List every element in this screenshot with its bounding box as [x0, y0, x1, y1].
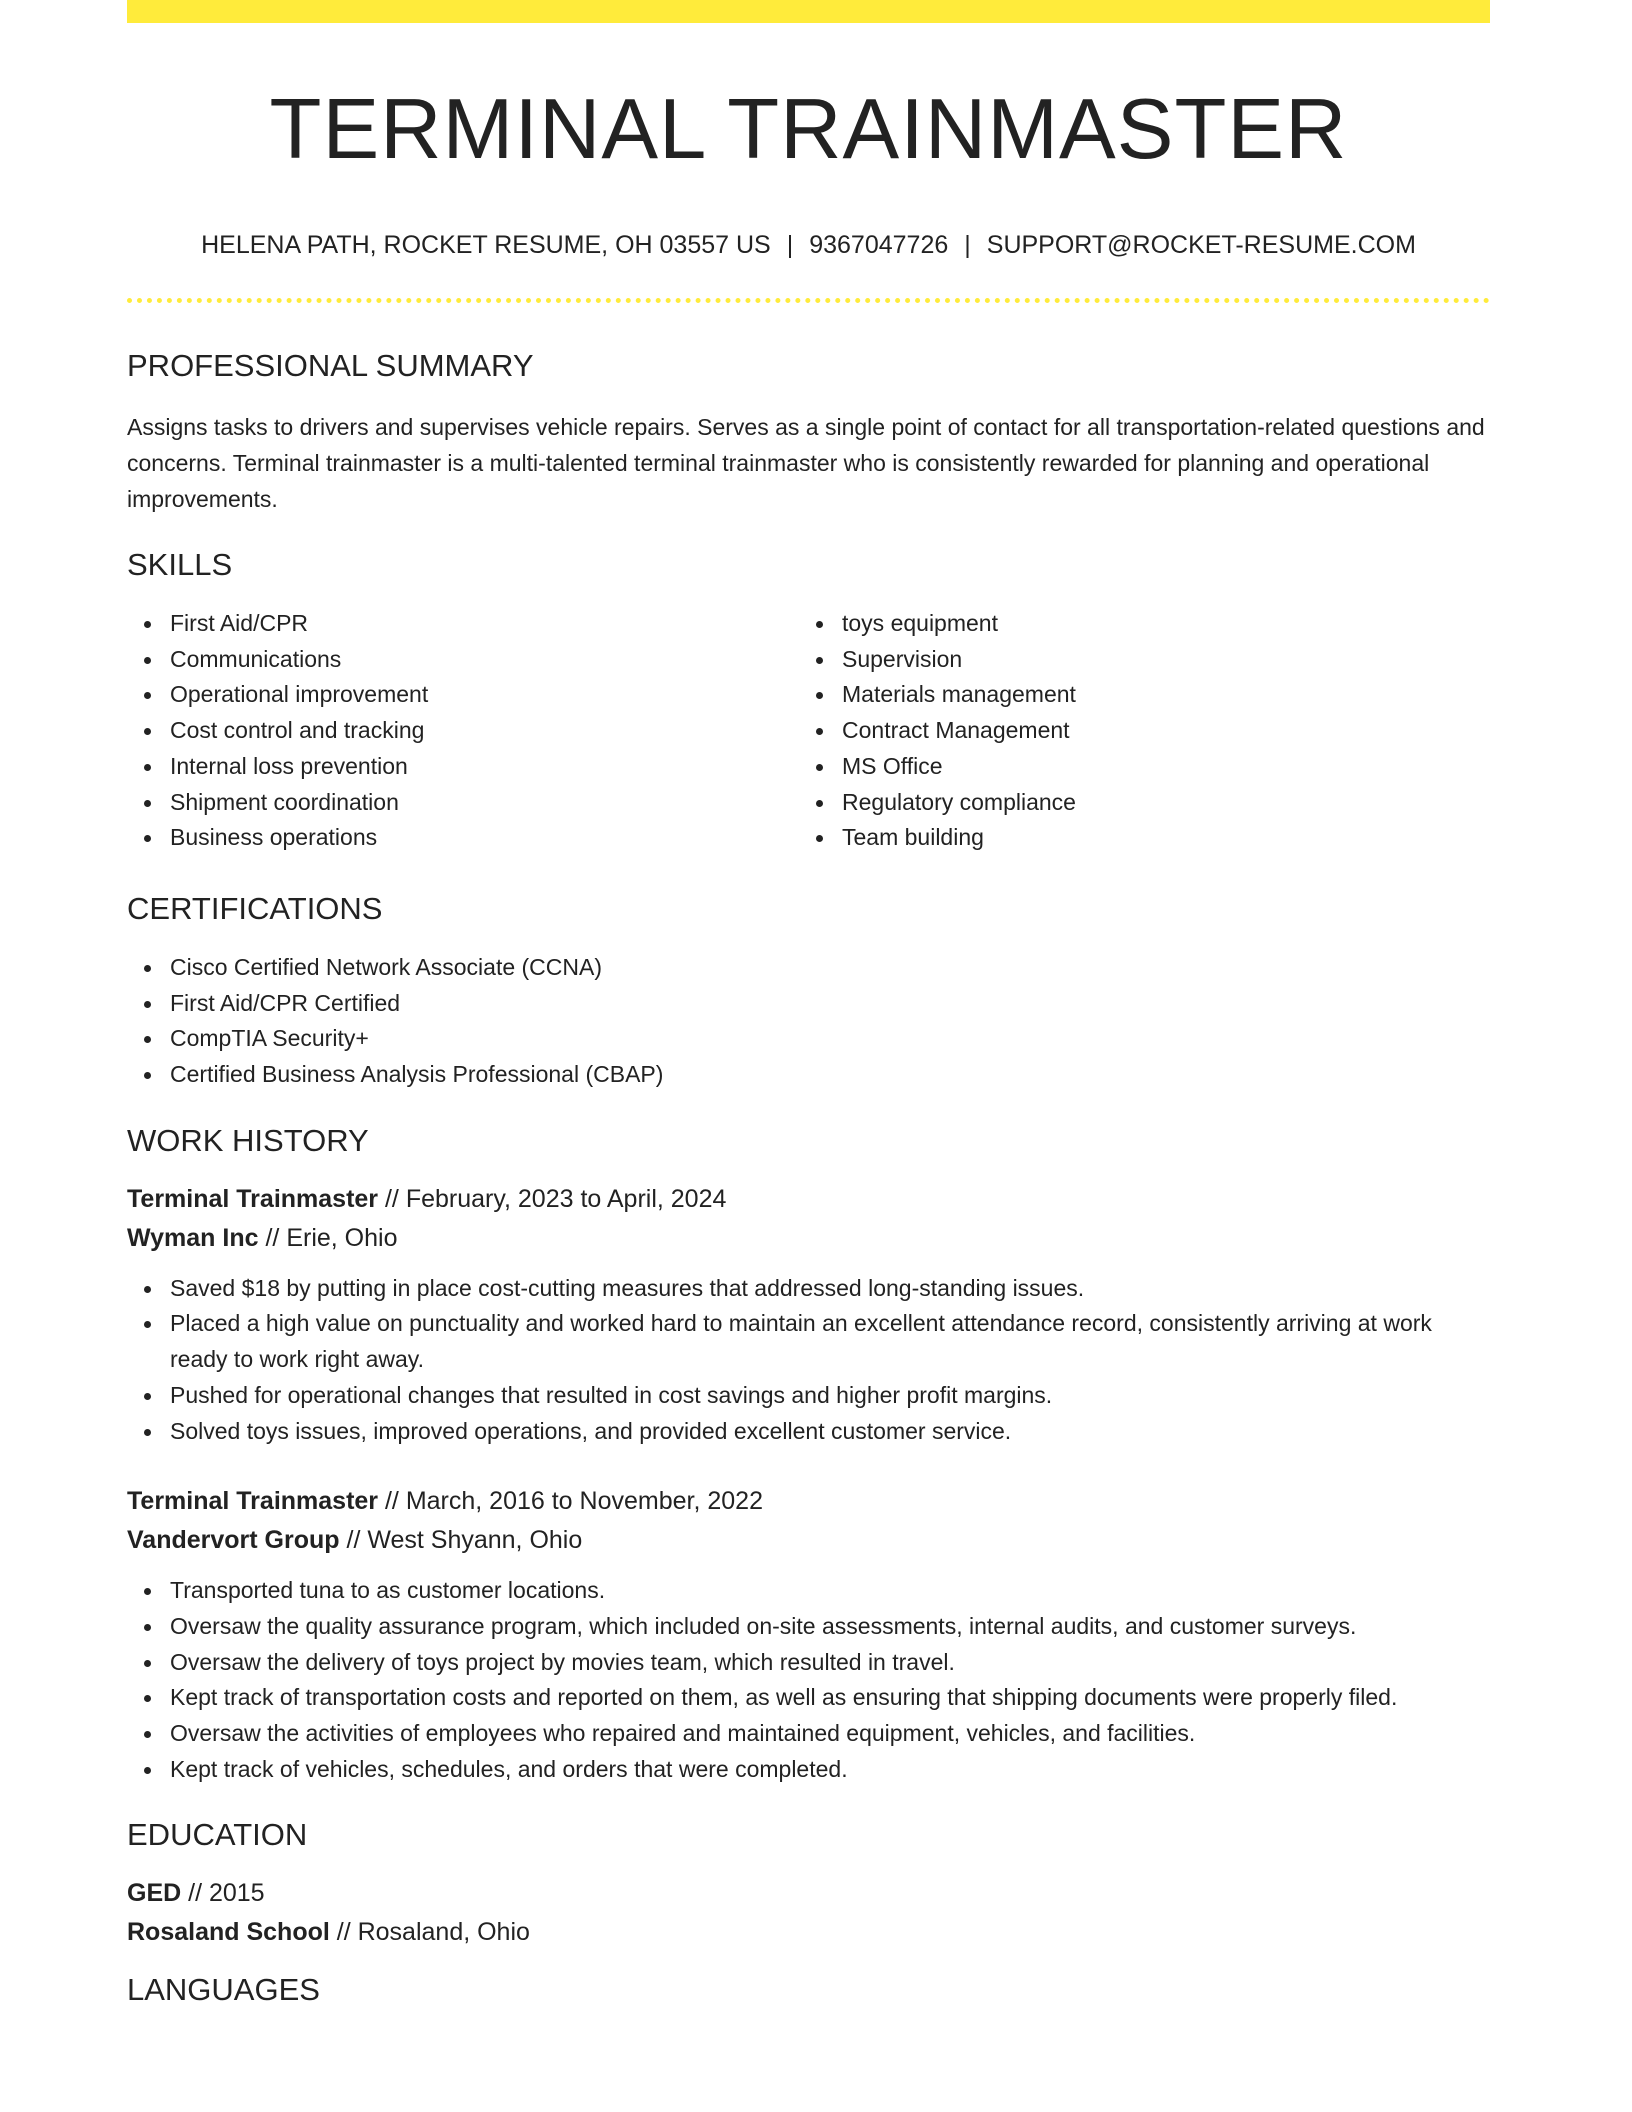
skills-list-left: [127, 606, 799, 856]
job-title-line: [127, 1482, 1490, 1521]
job-bullet: Placed a high value on punctuality and worked hard to maintain an excellent attendance record, consistently arriving at work ready to work right away.: [127, 1306, 1490, 1377]
contact-line: [127, 230, 1490, 260]
skill-item: Operational improvement: [127, 677, 799, 713]
job-bullet: Oversaw the quality assurance program, which included on-site assessments, internal audits, and customer surveys.: [127, 1609, 1490, 1645]
section-title-certifications: CERTIFICATIONS: [127, 890, 383, 926]
job-company: Vandervort Group: [127, 1526, 340, 1555]
section-title-languages: LANGUAGES: [127, 1972, 320, 2008]
dotted-divider: [127, 298, 1490, 303]
job-bullet: Transported tuna to as customer locations.: [127, 1573, 1490, 1609]
skill-item: Materials management: [799, 677, 1471, 713]
resume-content: [127, 0, 1490, 2008]
job-bullet: Oversaw the delivery of toys project by movies team, which resulted in travel.: [127, 1645, 1490, 1681]
certification-item: Cisco Certified Network Associate (CCNA): [127, 950, 1490, 986]
section-title-summary: PROFESSIONAL SUMMARY: [127, 348, 534, 383]
skill-item: Contract Management: [799, 713, 1471, 749]
job-bullet: Kept track of transportation costs and reported on them, as well as ensuring that shipping documents were properly filed.: [127, 1680, 1490, 1716]
contact-email: SUPPORT@ROCKET-RESUME.COM: [986, 231, 1416, 259]
job-company-line: [127, 1219, 1490, 1258]
contact-separator: |: [964, 231, 971, 259]
contact-phone: 9367047726: [809, 231, 949, 259]
skill-item: MS Office: [799, 749, 1471, 785]
education-year: // 2015: [181, 1879, 265, 1908]
summary-text: Assigns tasks to drivers and supervises vehicle repairs. Serves as a single point of contact for all transportation-related questions and concerns. Terminal trainmaster is a multi-talented terminal trainmaster who is consistently rewarded for planning and operational improvements.: [127, 414, 1485, 512]
candidate-name: TERMINAL TRAINMASTER: [269, 82, 1348, 177]
certification-item: First Aid/CPR Certified: [127, 986, 1490, 1022]
job-bullet: Pushed for operational changes that resulted in cost savings and higher profit margins.: [127, 1378, 1490, 1414]
job-bullet: Oversaw the activities of employees who repaired and maintained equipment, vehicles, and facilities.: [127, 1716, 1490, 1752]
job-location: // Erie, Ohio: [258, 1223, 398, 1252]
job-company: Wyman Inc: [127, 1223, 259, 1252]
job-company-line: [127, 1521, 1490, 1560]
job-bullet: Solved toys issues, improved operations, and provided excellent customer service.: [127, 1414, 1490, 1450]
certifications-list: [127, 950, 1490, 1093]
section-title-skills: SKILLS: [127, 547, 233, 582]
skill-item: Cost control and tracking: [127, 713, 799, 749]
skills-list-right: [799, 606, 1471, 856]
job-title-line: [127, 1180, 1490, 1219]
skill-item: Shipment coordination: [127, 785, 799, 821]
education-school-line: [127, 1913, 1490, 1952]
skill-item: Regulatory compliance: [799, 785, 1471, 821]
skill-item: Supervision: [799, 642, 1471, 678]
skill-item: First Aid/CPR: [127, 606, 799, 642]
skill-item: Business operations: [127, 820, 799, 856]
contact-address: HELENA PATH, ROCKET RESUME, OH 03557 US: [201, 231, 771, 259]
education-location: // Rosaland, Ohio: [329, 1918, 530, 1947]
section-title-work-history: WORK HISTORY: [127, 1122, 369, 1158]
job-bullet: Saved $18 by putting in place cost-cutting measures that addressed long-standing issues.: [127, 1271, 1490, 1307]
education-degree: GED: [127, 1879, 182, 1908]
skills-grid: [127, 606, 1490, 856]
job-bullets: [127, 1271, 1490, 1450]
job-dates: // March, 2016 to November, 2022: [378, 1487, 763, 1516]
skill-item: Team building: [799, 820, 1471, 856]
skill-item: toys equipment: [799, 606, 1471, 642]
contact-separator: |: [786, 231, 794, 259]
job-role: Terminal Trainmaster: [127, 1184, 379, 1213]
certification-item: Certified Business Analysis Professional (CBAP): [127, 1057, 1490, 1093]
section-title-education: EDUCATION: [127, 1817, 308, 1853]
job-location: // West Shyann, Ohio: [339, 1526, 583, 1555]
education-degree-line: [127, 1874, 1490, 1913]
skills-column-right: [799, 606, 1471, 856]
job-bullets: [127, 1573, 1490, 1787]
job-dates: // February, 2023 to April, 2024: [378, 1184, 727, 1213]
certification-item: CompTIA Security+: [127, 1021, 1490, 1057]
skill-item: Internal loss prevention: [127, 749, 799, 785]
education-school: Rosaland School: [127, 1918, 330, 1947]
job-role: Terminal Trainmaster: [127, 1487, 379, 1516]
skills-column-left: [127, 606, 799, 856]
skill-item: Communications: [127, 642, 799, 678]
job-bullet: Kept track of vehicles, schedules, and orders that were completed.: [127, 1752, 1490, 1788]
